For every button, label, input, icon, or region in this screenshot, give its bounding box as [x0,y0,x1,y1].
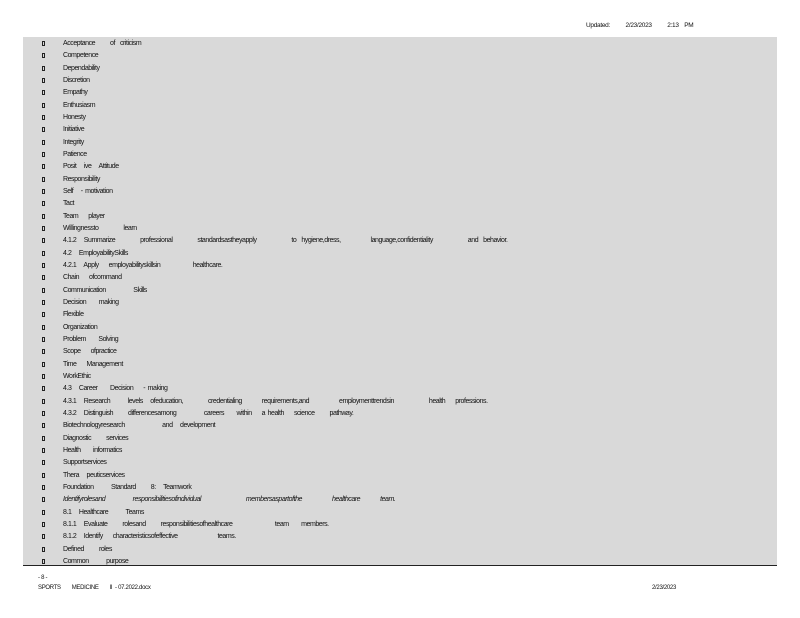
bullet-icon [42,214,45,219]
list-item-text: WorkEthic [63,372,91,380]
bullet-icon [42,177,45,182]
bullet-icon [42,90,45,95]
list-item-text: 8.1.2 Identify characteristicsofeffective teams. [63,533,236,541]
bullet-icon [42,522,45,527]
bullet-icon [42,103,45,108]
list-item-text: Dependability [63,64,100,72]
list-item-text: 4.3 Career Decision - making [63,385,168,393]
bullet-icon [42,349,45,354]
list-item-text: Health informatics [63,446,122,454]
list-item-text: 4.3.2 Distinguish differencesamong careers within a health science pathway. [63,409,354,417]
list-item-text: Supportservices [63,459,107,467]
updated-time: 2:13 [667,22,679,29]
bullet-icon [42,127,45,132]
page-number: - 8 - [38,575,48,581]
bullet-icon [42,534,45,539]
bullet-icon [42,288,45,293]
list-item-text: Identifyrolesand responsibilitiesofindividual membersaspartofthe healthcare team. [63,496,396,504]
list-item-text: Discretion [63,76,90,84]
list-item-text: Self - motivation [63,187,113,195]
list-item-text: Decision making [63,298,119,306]
list-item-text: Team player [63,212,105,220]
list-item-text: Willingnessto learn [63,224,137,232]
bullet-icon [42,547,45,552]
list-item-text: Time Management [63,360,123,368]
list-item-text: Honesty [63,113,86,121]
list-item-text: Posit ive Attitude [63,163,119,171]
bullet-icon [42,312,45,317]
bullet-icon [42,201,45,206]
list-item-text: Competence [63,52,99,60]
bullet-icon [42,510,45,515]
bullet-icon [42,78,45,83]
bullet-icon [42,559,45,564]
bullet-icon [42,436,45,441]
list-item-text: 4.2 EmployabilitySkills [63,249,128,257]
bullet-icon [42,251,45,256]
document-body [23,37,777,566]
list-item-text: Scope ofpractice [63,348,117,356]
bullet-icon [42,226,45,231]
bullet-icon [42,497,45,502]
bullet-icon [42,140,45,145]
list-item-text: Organization [63,323,98,331]
bullet-icon [42,399,45,404]
list-item-text: Chain ofcommand [63,274,122,282]
bullet-icon [42,448,45,453]
bullet-icon [42,362,45,367]
bullet-icon [42,337,45,342]
bullet-icon [42,386,45,391]
bullet-icon [42,374,45,379]
document-filename: SPORTS MEDICINE II - 07.2022.docx [38,585,151,591]
bullet-icon [42,411,45,416]
bullet-icon [42,485,45,490]
bullet-icon [42,460,45,465]
updated-label: Updated: [586,22,610,29]
list-item-text: Common purpose [63,557,129,565]
list-item-text: Empathy [63,89,88,97]
list-item-text: 8.1.1 Evaluate rolesand responsibilitiesofhealthcare team members. [63,520,329,528]
list-item-text: Integrity [63,138,84,146]
list-item-text: 4.3.1 Research levels ofeducation, credentialing requirements,and employmenttrendsin health professions. [63,397,488,405]
list-item-text: Thera peuticservices [63,471,125,479]
updated-ampm: PM [684,22,694,29]
list-item-text: Patience [63,150,87,158]
list-item-text: Flexible [63,311,84,319]
list-item-text: Tact [63,200,75,208]
bullet-icon [42,263,45,268]
list-item-text: Acceptance of criticism [63,40,142,47]
list-item-text: Foundation Standard 8: Teamwork [63,483,192,491]
list-item-text: 4.1.2 Summarize professional standardsastheyapply to hygiene,dress, language,confidentiality and behavior. [63,237,508,245]
list-item-text: Diagnostic services [63,434,129,442]
list-item-text: Initiative [63,126,85,134]
list-item-text: Biotechnologyresearch and development [63,422,216,430]
bullet-icon [42,164,45,169]
list-item-text: Enthusiasm [63,101,96,109]
bullet-icon [42,238,45,243]
list-item-text: Responsibility [63,175,100,183]
bullet-icon [42,53,45,58]
bullet-icon [42,115,45,120]
updated-stamp [586,22,707,29]
bullet-icon [42,473,45,478]
bullet-icon [42,152,45,157]
updated-date: 2/23/2023 [625,22,652,29]
bullet-icon [42,423,45,428]
bullet-icon [42,275,45,280]
list-item-text: 8.1 Healthcare Teams [63,508,144,516]
bullet-icon [42,41,45,46]
bullet-icon [42,300,45,305]
footer-date: 2/23/2023 [652,585,676,591]
list-item-text: 4.2.1 Apply employabilityskillsin healthcare. [63,261,223,269]
list-item-text: Defined roles [63,545,112,553]
bullet-icon [42,189,45,194]
bullet-icon [42,66,45,71]
bullet-icon [42,325,45,330]
list-item-text: Communication Skills [63,286,147,294]
list-item-text: Problem Solving [63,335,119,343]
